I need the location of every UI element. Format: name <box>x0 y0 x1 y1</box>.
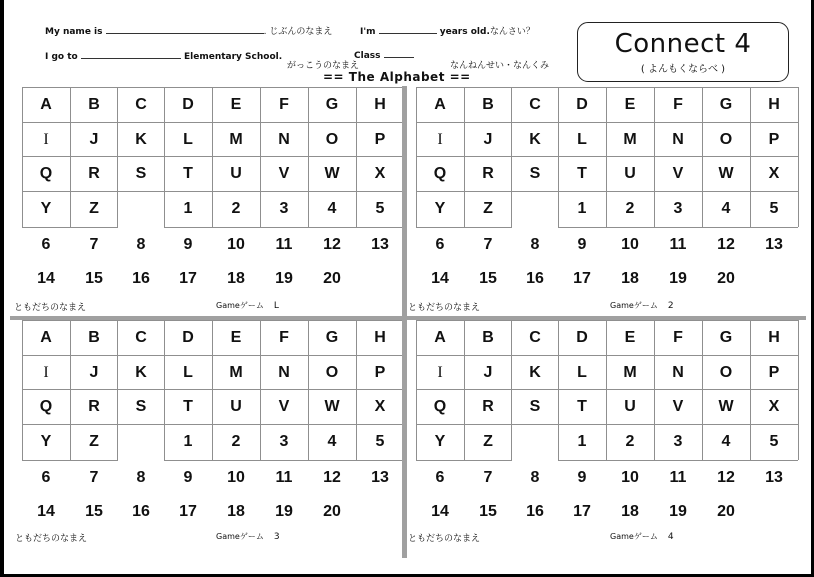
board-cell[interactable]: 12 <box>717 236 735 253</box>
board-cell[interactable]: 19 <box>275 503 293 520</box>
board-cell[interactable]: E <box>230 96 242 113</box>
board-cell[interactable]: K <box>135 364 147 381</box>
title-box <box>577 22 789 82</box>
board-cell[interactable]: 13 <box>371 469 389 486</box>
board-cell[interactable]: R <box>482 165 494 182</box>
board-cell[interactable]: F <box>279 329 289 346</box>
board-cell[interactable]: 20 <box>717 503 735 520</box>
board-cell[interactable]: 4 <box>721 200 731 217</box>
board-cell[interactable]: G <box>325 329 339 346</box>
board-cell[interactable]: D <box>576 96 588 113</box>
board-cell[interactable]: R <box>88 165 100 182</box>
board-cell[interactable]: 5 <box>375 433 385 450</box>
board-cell[interactable]: 15 <box>85 503 103 520</box>
board-cell[interactable]: 10 <box>621 236 639 253</box>
class-label: Class <box>354 51 381 61</box>
board-cell[interactable]: O <box>719 131 733 148</box>
board-cell[interactable]: E <box>624 96 636 113</box>
board-cell[interactable]: P <box>374 364 386 381</box>
board-cell[interactable]: 9 <box>577 469 587 486</box>
game-board-2 <box>408 87 802 315</box>
board-cell[interactable]: 14 <box>431 503 449 520</box>
board-cell[interactable]: E <box>624 329 636 346</box>
empty-cell <box>512 192 558 229</box>
board-cell[interactable]: 13 <box>765 469 783 486</box>
board-cell[interactable]: 4 <box>327 200 337 217</box>
board-cell[interactable]: 7 <box>483 236 493 253</box>
school-ja: がっこうのなまえ <box>287 61 360 71</box>
board-cell[interactable]: B <box>482 329 494 346</box>
board-cell[interactable]: V <box>278 165 290 182</box>
board-cell[interactable]: I <box>437 131 443 148</box>
empty-cell <box>118 192 164 229</box>
school-prefix: I go to <box>45 52 78 62</box>
age-prefix: I'm <box>360 27 376 37</box>
board-cell[interactable]: 8 <box>136 469 146 486</box>
friend-name-label: ともだちのなまえ <box>408 303 481 313</box>
board-cell[interactable]: Y <box>434 200 446 217</box>
board-cell[interactable]: 10 <box>227 236 245 253</box>
board-cell[interactable]: 15 <box>85 270 103 287</box>
board-cell[interactable]: R <box>482 398 494 415</box>
board-cell[interactable]: O <box>719 364 733 381</box>
board-cell[interactable]: 17 <box>573 503 591 520</box>
age-blank[interactable] <box>379 27 437 34</box>
friend-name-label: ともだちのなまえ <box>408 534 481 544</box>
game-number: L <box>273 301 279 311</box>
board-cell[interactable]: 18 <box>621 270 639 287</box>
board-cell[interactable]: Z <box>89 200 99 217</box>
board-cell[interactable]: E <box>230 329 242 346</box>
board-cell[interactable]: M <box>623 131 637 148</box>
board-cell[interactable]: H <box>768 329 780 346</box>
board-cell[interactable]: B <box>88 329 100 346</box>
board-cell[interactable]: G <box>719 329 733 346</box>
board-cell[interactable]: Q <box>433 165 447 182</box>
board-cell[interactable]: 16 <box>132 503 150 520</box>
board-cell[interactable]: 18 <box>621 503 639 520</box>
board-cell[interactable]: 13 <box>765 236 783 253</box>
board-cell[interactable]: 7 <box>89 236 99 253</box>
board-cell[interactable]: W <box>324 165 340 182</box>
board-cell[interactable]: 10 <box>621 469 639 486</box>
board-cell[interactable]: 16 <box>526 270 544 287</box>
board-cell[interactable]: S <box>529 165 541 182</box>
board-cell[interactable]: F <box>673 96 683 113</box>
board-cell[interactable]: Z <box>483 433 493 450</box>
board-cell[interactable]: A <box>434 329 446 346</box>
board-cell[interactable]: M <box>623 364 637 381</box>
my-name-prefix: My name is <box>45 27 103 37</box>
board-cell[interactable]: U <box>624 165 636 182</box>
board-cell[interactable]: J <box>89 131 99 148</box>
board-cell[interactable]: D <box>576 329 588 346</box>
board-cell[interactable]: 17 <box>573 270 591 287</box>
board-cell[interactable]: K <box>529 364 541 381</box>
board-cell[interactable]: 8 <box>136 236 146 253</box>
board-cell[interactable]: X <box>374 165 386 182</box>
board-cell[interactable]: U <box>624 398 636 415</box>
board-cell[interactable]: 4 <box>327 433 337 450</box>
game-number-label <box>610 531 674 542</box>
game-number-label <box>216 300 279 311</box>
board-cell[interactable]: 18 <box>227 270 245 287</box>
board-cell[interactable]: 20 <box>323 503 341 520</box>
game-board-1 <box>14 87 408 315</box>
board-cell[interactable]: S <box>135 165 147 182</box>
class-blank[interactable] <box>384 51 414 58</box>
friend-name-label: ともだちのなまえ <box>15 534 88 544</box>
board-cell[interactable]: 16 <box>132 270 150 287</box>
board-cell[interactable]: P <box>768 131 780 148</box>
board-cell[interactable]: 20 <box>717 270 735 287</box>
board-cell[interactable]: 18 <box>227 503 245 520</box>
board-cell[interactable]: Y <box>434 433 446 450</box>
board-cell[interactable]: 9 <box>183 469 193 486</box>
board-cell[interactable]: P <box>374 131 386 148</box>
board-cell[interactable]: 3 <box>279 433 289 450</box>
board-cell[interactable]: L <box>577 364 587 381</box>
board-cell[interactable]: S <box>135 398 147 415</box>
board-cell[interactable]: 9 <box>183 236 193 253</box>
board-cell[interactable]: X <box>768 165 780 182</box>
board-cell[interactable]: U <box>230 398 242 415</box>
my-name-suffix-ja: . じぶんのなまえ <box>263 27 333 37</box>
board-cell[interactable]: Q <box>39 398 53 415</box>
board-cell[interactable]: W <box>718 165 734 182</box>
board-cell[interactable]: T <box>577 398 587 415</box>
board-cell[interactable]: J <box>89 364 99 381</box>
game-number: 3 <box>273 532 280 542</box>
game-label: Gameゲーム <box>610 301 658 310</box>
board-cell[interactable]: 14 <box>37 270 55 287</box>
horizontal-divider <box>10 316 806 320</box>
grid-line-vertical <box>798 87 799 227</box>
board-cell[interactable]: C <box>529 329 541 346</box>
board-cell[interactable]: 1 <box>577 200 587 217</box>
game-label: Gameゲーム <box>216 532 264 541</box>
board-cell[interactable]: M <box>229 364 243 381</box>
board-cell[interactable]: 12 <box>717 469 735 486</box>
worksheet-title: Connect 4 <box>614 29 752 59</box>
board-cell[interactable] <box>356 495 404 529</box>
board-cell[interactable]: L <box>183 364 193 381</box>
game-board-3 <box>15 320 408 548</box>
board-cell[interactable]: 19 <box>669 503 687 520</box>
board-cell[interactable]: I <box>43 131 49 148</box>
board-cell[interactable]: I <box>43 364 49 381</box>
board-cell[interactable]: B <box>482 96 494 113</box>
board-cell[interactable]: O <box>325 364 339 381</box>
vertical-divider <box>402 86 407 558</box>
board-cell[interactable]: L <box>183 131 193 148</box>
board-cell[interactable]: K <box>135 131 147 148</box>
board-cell[interactable]: F <box>673 329 683 346</box>
board-cell[interactable]: K <box>529 131 541 148</box>
board-cell[interactable]: G <box>719 96 733 113</box>
school-blank[interactable] <box>81 52 181 59</box>
school-line <box>45 52 282 62</box>
board-cell[interactable]: 11 <box>275 469 293 486</box>
board-cell[interactable]: 14 <box>37 503 55 520</box>
board-cell[interactable]: 15 <box>479 503 497 520</box>
board-cell[interactable]: X <box>374 398 386 415</box>
board-cell[interactable]: Z <box>483 200 493 217</box>
board-cell[interactable]: 6 <box>435 236 445 253</box>
board-cell[interactable]: J <box>483 364 493 381</box>
board-cell[interactable]: B <box>88 96 100 113</box>
board-cell[interactable]: L <box>577 131 587 148</box>
board-cell[interactable]: A <box>40 329 52 346</box>
board-cell[interactable]: J <box>483 131 493 148</box>
board-cell[interactable]: 2 <box>231 200 241 217</box>
board-cell[interactable]: 1 <box>183 433 193 450</box>
empty-cell <box>512 425 558 462</box>
board-cell[interactable]: 6 <box>41 469 51 486</box>
board-cell[interactable]: S <box>529 398 541 415</box>
board-cell[interactable] <box>750 495 798 529</box>
game-number: 2 <box>667 301 674 311</box>
board-cell[interactable]: H <box>374 329 386 346</box>
board-cell[interactable]: 8 <box>530 236 540 253</box>
board-cell[interactable]: 14 <box>431 270 449 287</box>
board-cell[interactable]: 1 <box>183 200 193 217</box>
age-suffix: years old. <box>439 27 490 37</box>
board-cell[interactable]: H <box>768 96 780 113</box>
board-cell[interactable]: Q <box>39 165 53 182</box>
friend-name-label: ともだちのなまえ <box>14 303 87 313</box>
game-number: 4 <box>667 532 674 542</box>
empty-cell <box>118 425 164 462</box>
board-cell[interactable]: 7 <box>89 469 99 486</box>
board-cell[interactable]: 2 <box>231 433 241 450</box>
board-cell[interactable]: 19 <box>669 270 687 287</box>
alphabet-title: == The Alphabet == <box>323 70 471 84</box>
game-label: Gameゲーム <box>610 532 658 541</box>
board-cell[interactable]: 12 <box>323 236 341 253</box>
board-cell[interactable]: T <box>183 398 193 415</box>
board-cell[interactable]: 5 <box>769 200 779 217</box>
class-line <box>354 51 414 61</box>
board-cell[interactable]: N <box>278 364 290 381</box>
board-cell[interactable]: W <box>324 398 340 415</box>
board-cell[interactable]: 17 <box>179 270 197 287</box>
board-cell[interactable]: C <box>529 96 541 113</box>
board-cell[interactable]: V <box>672 165 684 182</box>
game-number-label <box>610 300 674 311</box>
board-cell[interactable]: T <box>577 165 587 182</box>
board-cell[interactable]: 11 <box>669 236 687 253</box>
board-cell[interactable]: 2 <box>625 433 635 450</box>
board-cell[interactable]: 1 <box>577 433 587 450</box>
board-cell[interactable]: Z <box>89 433 99 450</box>
board-cell[interactable]: 3 <box>279 200 289 217</box>
board-cell[interactable]: 6 <box>41 236 51 253</box>
game-number-label <box>216 531 280 542</box>
board-cell[interactable]: C <box>135 329 147 346</box>
board-cell[interactable]: Y <box>40 200 52 217</box>
board-cell[interactable]: D <box>182 96 194 113</box>
board-cell[interactable]: 12 <box>323 469 341 486</box>
class-ja: なんねんせい・なんくみ <box>450 61 550 71</box>
board-cell[interactable]: 11 <box>275 236 293 253</box>
board-cell[interactable]: 3 <box>673 200 683 217</box>
board-cell[interactable]: O <box>325 131 339 148</box>
board-cell[interactable]: 9 <box>577 236 587 253</box>
board-cell[interactable]: F <box>279 96 289 113</box>
board-cell[interactable]: 17 <box>179 503 197 520</box>
grid-line-vertical <box>798 320 799 460</box>
board-cell[interactable]: I <box>437 364 443 381</box>
board-cell[interactable]: 3 <box>673 433 683 450</box>
school-suffix: Elementary School. <box>184 52 283 62</box>
board-cell[interactable]: G <box>325 96 339 113</box>
board-cell[interactable]: 5 <box>375 200 385 217</box>
my-name-line <box>45 24 332 37</box>
board-cell[interactable]: 7 <box>483 469 493 486</box>
board-cell[interactable]: X <box>768 398 780 415</box>
board-cell[interactable]: 10 <box>227 469 245 486</box>
board-cell[interactable]: 6 <box>435 469 445 486</box>
board-cell[interactable]: Q <box>433 398 447 415</box>
board-cell[interactable]: 19 <box>275 270 293 287</box>
board-cell[interactable]: M <box>229 131 243 148</box>
board-cell[interactable]: D <box>182 329 194 346</box>
board-cell[interactable]: V <box>278 398 290 415</box>
age-ja: なんさい？ <box>489 27 535 37</box>
board-cell[interactable]: N <box>278 131 290 148</box>
board-cell[interactable]: 11 <box>669 469 687 486</box>
board-cell[interactable]: W <box>718 398 734 415</box>
board-cell[interactable]: U <box>230 165 242 182</box>
board-cell[interactable]: P <box>768 364 780 381</box>
board-cell[interactable]: V <box>672 398 684 415</box>
board-cell[interactable]: N <box>672 131 684 148</box>
board-cell[interactable]: T <box>183 165 193 182</box>
board-cell[interactable]: 8 <box>530 469 540 486</box>
game-label: Gameゲーム <box>216 301 264 310</box>
board-cell[interactable]: 20 <box>323 270 341 287</box>
board-cell[interactable]: A <box>434 96 446 113</box>
board-cell[interactable] <box>750 262 798 296</box>
worksheet-subtitle: ( よんもくならべ ) <box>640 64 726 75</box>
board-cell[interactable]: 5 <box>769 433 779 450</box>
board-cell[interactable]: 15 <box>479 270 497 287</box>
board-cell[interactable]: A <box>40 96 52 113</box>
board-cell[interactable]: R <box>88 398 100 415</box>
board-cell[interactable] <box>356 262 404 296</box>
game-board-4 <box>408 320 802 548</box>
board-cell[interactable]: 16 <box>526 503 544 520</box>
board-cell[interactable]: 13 <box>371 236 389 253</box>
age-line <box>360 24 535 37</box>
board-cell[interactable]: Y <box>40 433 52 450</box>
my-name-blank[interactable] <box>106 27 264 34</box>
board-cell[interactable]: 4 <box>721 433 731 450</box>
board-cell[interactable]: C <box>135 96 147 113</box>
board-cell[interactable]: H <box>374 96 386 113</box>
board-cell[interactable]: N <box>672 364 684 381</box>
board-cell[interactable]: 2 <box>625 200 635 217</box>
